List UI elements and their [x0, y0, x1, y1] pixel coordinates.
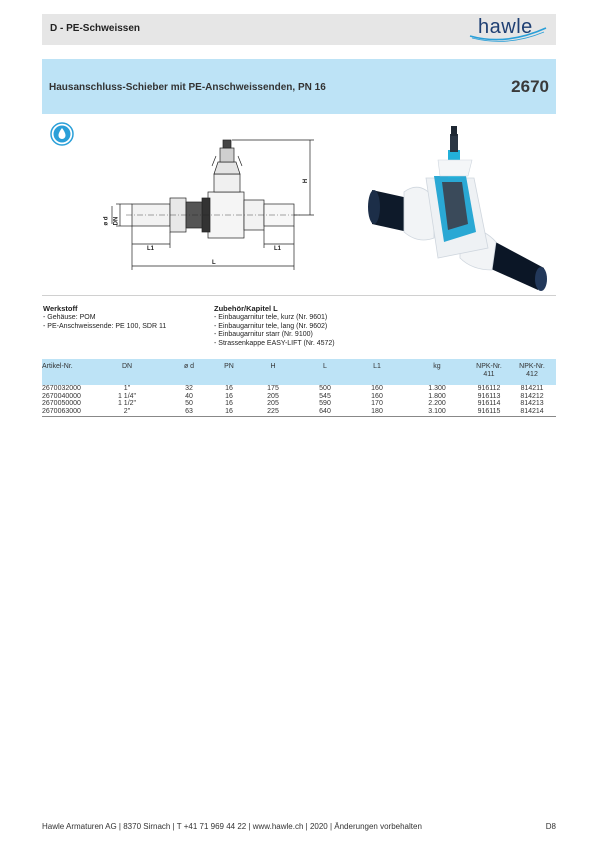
product-image-area — [42, 114, 556, 296]
header-npk412: NPK-Nr. 412 — [519, 363, 545, 378]
table-row — [42, 385, 556, 393]
cell-artikel: 2670063000 — [42, 407, 81, 415]
cell-npk412: 814212 — [520, 392, 544, 400]
header-pn: PN — [224, 363, 234, 370]
cell-od: 40 — [185, 392, 193, 400]
dn-label: DN — [113, 216, 120, 226]
zubehoer-item: - Strassenkappe EASY-LIFT (Nr. 4572) — [214, 340, 414, 349]
cell-l1: 160 — [371, 385, 383, 392]
zubehoer-heading: Zubehör/Kapitel L — [214, 304, 278, 313]
cell-npk412: 814211 — [520, 385, 544, 392]
cell-pn: 16 — [225, 385, 233, 392]
cell-npk412: 814214 — [520, 407, 544, 415]
cell-artikel: 2670040000 — [42, 392, 81, 400]
cell-od: 63 — [185, 407, 193, 415]
product-title-bar — [42, 59, 556, 114]
cell-h: 175 — [267, 385, 279, 392]
zubehoer-item: - Einbaugarnitur tele, kurz (Nr. 9601) — [214, 314, 414, 323]
cell-l1: 180 — [371, 407, 383, 415]
cell-dn: 1 1/2" — [117, 400, 137, 407]
water-drop-icon — [50, 122, 74, 146]
cell-dn: 2" — [123, 407, 131, 415]
l-label: L — [212, 260, 216, 266]
page-number: D8 — [545, 822, 556, 831]
od-label: ø d — [103, 216, 110, 226]
header-h: H — [270, 363, 276, 370]
cell-h: 205 — [267, 392, 279, 400]
cell-l: 500 — [319, 385, 331, 392]
technical-drawing — [102, 126, 327, 276]
table-row — [42, 393, 556, 401]
cell-pn: 16 — [225, 400, 233, 407]
werkstoff-section — [43, 304, 203, 331]
table-header — [42, 359, 556, 385]
cell-kg: 3.100 — [428, 407, 446, 415]
cell-l: 545 — [319, 392, 331, 400]
header-l: L — [323, 363, 327, 370]
cell-npk412: 814213 — [520, 400, 544, 407]
cell-od: 50 — [185, 400, 193, 407]
cell-l: 640 — [319, 407, 331, 415]
werkstoff-item: - Gehäuse: POM — [43, 314, 203, 323]
cell-h: 205 — [267, 400, 279, 407]
hawle-logo — [466, 16, 550, 43]
zubehoer-section — [214, 304, 414, 348]
cell-l1: 160 — [371, 392, 383, 400]
header-artikel: Artikel-Nr. — [42, 363, 73, 370]
table-body — [42, 385, 556, 415]
section-title: D - PE-Schweissen — [50, 23, 141, 34]
cell-npk411: 916114 — [477, 400, 501, 407]
footer-company-info: Hawle Armaturen AG | 8370 Sirnach | T +41 71 969 44 22 | www.hawle.ch | 2020 | Änderungen vorbehalten — [42, 822, 422, 831]
header-kg: kg — [433, 363, 441, 370]
cell-kg: 2.200 — [428, 400, 446, 407]
logo-text: hawle — [478, 16, 533, 38]
cell-pn: 16 — [225, 392, 233, 400]
zubehoer-item: - Einbaugarnitur tele, lang (Nr. 9602) — [214, 323, 414, 332]
header-dn: DN — [121, 363, 133, 370]
cell-artikel: 2670050000 — [42, 400, 81, 407]
cell-kg: 1.800 — [428, 392, 446, 400]
cell-kg: 1.300 — [428, 385, 446, 392]
header-od: ø d — [183, 363, 195, 370]
product-title: Hausanschluss-Schieber mit PE-Anschweissenden, PN 16 — [49, 82, 326, 93]
cell-npk411: 916112 — [477, 385, 501, 392]
cell-pn: 16 — [225, 407, 233, 415]
article-table — [42, 359, 556, 415]
table-row — [42, 408, 556, 416]
table-bottom-rule — [42, 416, 556, 417]
cell-od: 32 — [185, 385, 193, 392]
cell-l1: 170 — [371, 400, 383, 407]
cell-npk411: 916115 — [477, 407, 501, 415]
header-l1: L1 — [373, 363, 381, 370]
cell-h: 225 — [267, 407, 279, 415]
header-bar — [42, 14, 556, 45]
cell-dn: 1 1/4" — [117, 392, 137, 400]
l1-right-label: L1 — [274, 246, 282, 252]
header-npk411: NPK-Nr. 411 — [476, 363, 502, 378]
cell-dn: 1" — [123, 385, 131, 392]
product-number: 2670 — [511, 77, 549, 96]
table-row — [42, 400, 556, 408]
werkstoff-heading: Werkstoff — [43, 304, 78, 313]
l1-left-label: L1 — [147, 246, 155, 252]
cell-l: 590 — [319, 400, 331, 407]
cell-npk411: 916113 — [477, 392, 501, 400]
cell-artikel: 2670032000 — [42, 385, 81, 392]
zubehoer-item: - Einbaugarnitur starr (Nr. 9100) — [214, 331, 414, 340]
product-photo — [368, 120, 548, 292]
werkstoff-item: - PE-Anschweissende: PE 100, SDR 11 — [43, 323, 203, 332]
h-label: H — [303, 178, 310, 184]
